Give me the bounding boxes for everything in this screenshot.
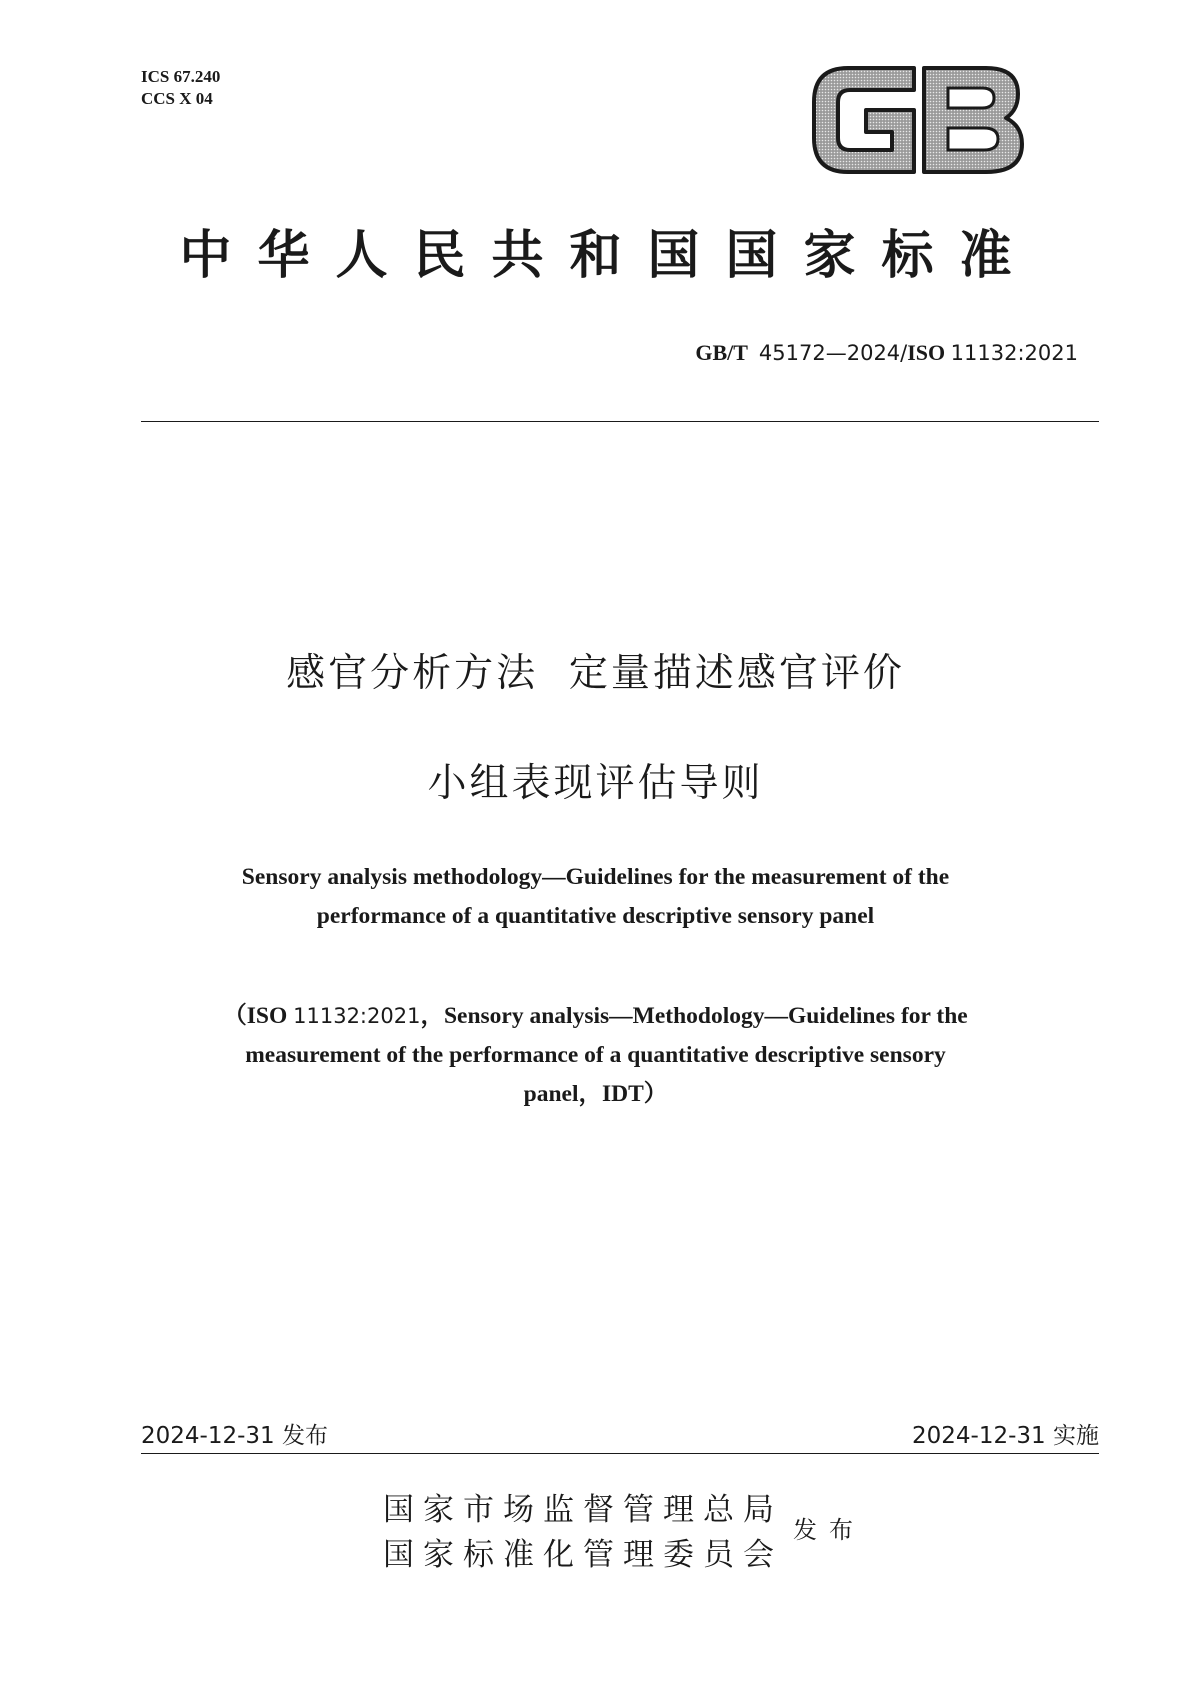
iso-reference-line-1: （ISO 11132:2021，Sensory analysis—Methodology—Guidelines for the (223, 1003, 968, 1029)
ccs-code: CCS X 04 (141, 89, 213, 108)
std-number-value: 45172—2024/ (758, 341, 908, 365)
bottom-divider (141, 1453, 1099, 1454)
iso-reference-line-2: measurement of the performance of a quantitative descriptive sensory (245, 1042, 946, 1068)
english-title (160, 858, 1031, 936)
iso-number: 11132:2021 (950, 341, 1078, 365)
implement-date: 2024-12-31 实施 (912, 1423, 1099, 1449)
english-title-line-1: Sensory analysis methodology—Guidelines for the measurement of the (241, 864, 950, 890)
main-title: 中华人民共和国国家标准 (179, 228, 1038, 285)
cn-title-line-1: 感官分析方法 定量描述感官评价 (286, 651, 905, 696)
classification-codes (141, 66, 220, 110)
ics-code: ICS 67.240 (141, 67, 221, 86)
issue-label: 发布 (793, 1518, 865, 1544)
english-title-line-2: performance of a quantitative descriptive sensory panel (316, 903, 875, 929)
issuing-bodies (383, 1487, 783, 1577)
std-prefix: GB/T (695, 340, 748, 365)
cn-title-line-2: 小组表现评估导则 (427, 761, 764, 806)
gb-logo-icon (806, 58, 1031, 180)
top-divider (141, 421, 1099, 422)
publish-date: 2024-12-31 发布 (141, 1423, 328, 1449)
iso-reference (160, 997, 1031, 1114)
issuer-sac: 国家标准化管理委员会 (383, 1537, 783, 1572)
issuer-samr: 国家市场监督管理总局 (383, 1492, 783, 1527)
iso-reference-line-3: panel，IDT） (523, 1081, 668, 1107)
standard-number (695, 340, 1078, 366)
gb-logo (806, 58, 1031, 180)
iso-prefix: ISO (907, 340, 946, 365)
